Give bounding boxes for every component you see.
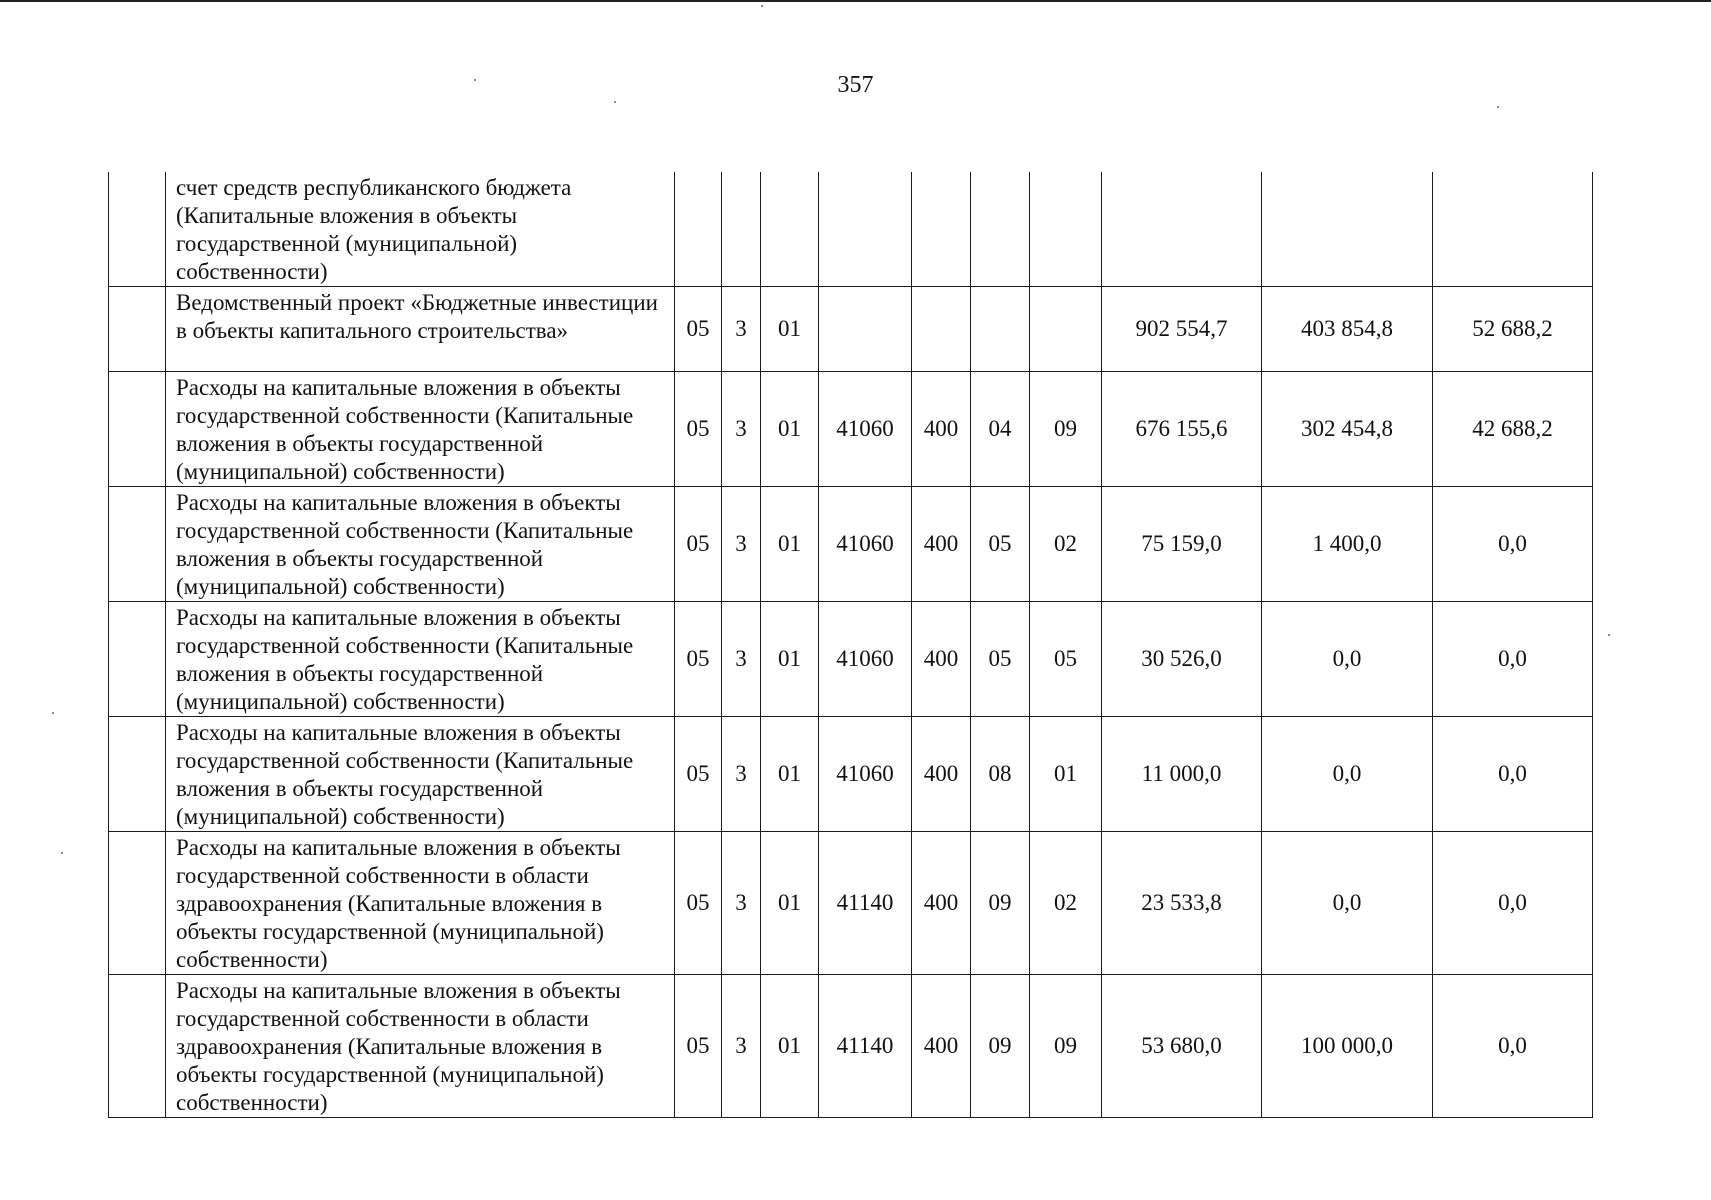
code-cell	[761, 172, 819, 287]
scan-speck	[1497, 106, 1499, 108]
code-cell: 3	[722, 487, 761, 602]
code-cell: 05	[1030, 602, 1102, 717]
scan-speck	[474, 79, 476, 81]
amount-cell: 11 000,0	[1102, 717, 1262, 832]
code-cell: 05	[675, 487, 722, 602]
code-cell: 08	[971, 717, 1030, 832]
table-row	[109, 975, 1593, 1118]
table-row	[109, 487, 1593, 602]
row-number-cell	[109, 602, 166, 717]
scan-speck	[61, 852, 63, 854]
row-number-cell	[109, 975, 166, 1118]
code-cell: 09	[971, 975, 1030, 1118]
table-row	[109, 832, 1593, 975]
code-cell: 05	[675, 372, 722, 487]
amount-cell: 0,0	[1262, 602, 1433, 717]
code-cell: 09	[1030, 975, 1102, 1118]
code-cell	[1030, 287, 1102, 372]
code-cell: 05	[675, 287, 722, 372]
code-cell	[722, 172, 761, 287]
code-cell: 400	[912, 832, 971, 975]
description-cell: Ведомственный проект «Бюджетные инвестиции в объекты капитального строительства»	[166, 287, 675, 372]
amount-cell	[1262, 172, 1433, 287]
code-cell	[675, 172, 722, 287]
code-cell: 01	[761, 487, 819, 602]
amount-cell: 0,0	[1262, 832, 1433, 975]
code-cell: 3	[722, 832, 761, 975]
code-cell: 05	[971, 487, 1030, 602]
row-number-cell	[109, 287, 166, 372]
budget-table	[108, 172, 1593, 1118]
table-row	[109, 172, 1593, 287]
scan-speck	[614, 101, 616, 103]
row-number-cell	[109, 717, 166, 832]
table-row	[109, 287, 1593, 372]
code-cell: 01	[761, 602, 819, 717]
amount-cell: 0,0	[1262, 717, 1433, 832]
code-cell	[819, 287, 912, 372]
table-row	[109, 717, 1593, 832]
table-row	[109, 602, 1593, 717]
amount-cell	[1433, 172, 1593, 287]
description-cell: Расходы на капитальные вложения в объекты государственной собственности (Капитальные вложения в объекты государственной (муниципальной) собственности)	[166, 372, 675, 487]
amount-cell: 42 688,2	[1433, 372, 1593, 487]
code-cell: 05	[675, 975, 722, 1118]
code-cell: 41140	[819, 975, 912, 1118]
code-cell: 400	[912, 602, 971, 717]
code-cell	[819, 172, 912, 287]
code-cell: 01	[761, 832, 819, 975]
code-cell: 01	[761, 975, 819, 1118]
code-cell	[912, 172, 971, 287]
amount-cell: 902 554,7	[1102, 287, 1262, 372]
row-number-cell	[109, 172, 166, 287]
amount-cell: 0,0	[1433, 487, 1593, 602]
amount-cell: 0,0	[1433, 832, 1593, 975]
description-cell: Расходы на капитальные вложения в объекты государственной собственности (Капитальные вложения в объекты государственной (муниципальной) собственности)	[166, 487, 675, 602]
scan-speck	[761, 5, 763, 7]
code-cell: 05	[675, 717, 722, 832]
code-cell	[971, 287, 1030, 372]
code-cell: 01	[761, 372, 819, 487]
code-cell: 01	[761, 287, 819, 372]
amount-cell: 676 155,6	[1102, 372, 1262, 487]
code-cell: 05	[971, 602, 1030, 717]
code-cell: 41060	[819, 717, 912, 832]
amount-cell: 0,0	[1433, 602, 1593, 717]
code-cell: 09	[1030, 372, 1102, 487]
code-cell: 02	[1030, 832, 1102, 975]
code-cell: 400	[912, 717, 971, 832]
code-cell: 02	[1030, 487, 1102, 602]
code-cell	[971, 172, 1030, 287]
code-cell: 3	[722, 287, 761, 372]
code-cell: 09	[971, 832, 1030, 975]
code-cell: 400	[912, 372, 971, 487]
code-cell: 41060	[819, 602, 912, 717]
amount-cell: 0,0	[1433, 717, 1593, 832]
amount-cell: 75 159,0	[1102, 487, 1262, 602]
code-cell: 3	[722, 975, 761, 1118]
table-body	[109, 172, 1593, 1118]
code-cell: 3	[722, 602, 761, 717]
amount-cell: 0,0	[1433, 975, 1593, 1118]
row-number-cell	[109, 487, 166, 602]
row-number-cell	[109, 372, 166, 487]
code-cell: 01	[761, 717, 819, 832]
code-cell	[1030, 172, 1102, 287]
code-cell: 05	[675, 832, 722, 975]
amount-cell: 403 854,8	[1262, 287, 1433, 372]
amount-cell: 23 533,8	[1102, 832, 1262, 975]
code-cell	[912, 287, 971, 372]
code-cell: 41060	[819, 487, 912, 602]
row-number-cell	[109, 832, 166, 975]
amount-cell: 100 000,0	[1262, 975, 1433, 1118]
code-cell: 05	[675, 602, 722, 717]
amount-cell: 53 680,0	[1102, 975, 1262, 1118]
code-cell: 3	[722, 372, 761, 487]
code-cell: 3	[722, 717, 761, 832]
table-row	[109, 372, 1593, 487]
code-cell: 400	[912, 487, 971, 602]
scan-edge-line	[0, 0, 1711, 2]
code-cell: 41140	[819, 832, 912, 975]
description-cell: счет средств республиканского бюджета (Капитальные вложения в объекты государственной (муниципальной) собственности)	[166, 172, 675, 287]
code-cell: 04	[971, 372, 1030, 487]
description-cell: Расходы на капитальные вложения в объекты государственной собственности в области здравоохранения (Капитальные вложения в объекты государственной (муниципальной) собственности)	[166, 975, 675, 1118]
amount-cell: 52 688,2	[1433, 287, 1593, 372]
amount-cell: 30 526,0	[1102, 602, 1262, 717]
description-cell: Расходы на капитальные вложения в объекты государственной собственности (Капитальные вложения в объекты государственной (муниципальной) собственности)	[166, 602, 675, 717]
code-cell: 41060	[819, 372, 912, 487]
scan-speck	[52, 712, 54, 714]
description-cell: Расходы на капитальные вложения в объекты государственной собственности (Капитальные вложения в объекты государственной (муниципальной) собственности)	[166, 717, 675, 832]
code-cell: 01	[1030, 717, 1102, 832]
description-cell: Расходы на капитальные вложения в объекты государственной собственности в области здравоохранения (Капитальные вложения в объекты государственной (муниципальной) собственности)	[166, 832, 675, 975]
scan-speck	[1608, 634, 1610, 636]
code-cell: 400	[912, 975, 971, 1118]
amount-cell: 302 454,8	[1262, 372, 1433, 487]
page-number: 357	[837, 72, 874, 98]
amount-cell: 1 400,0	[1262, 487, 1433, 602]
amount-cell	[1102, 172, 1262, 287]
